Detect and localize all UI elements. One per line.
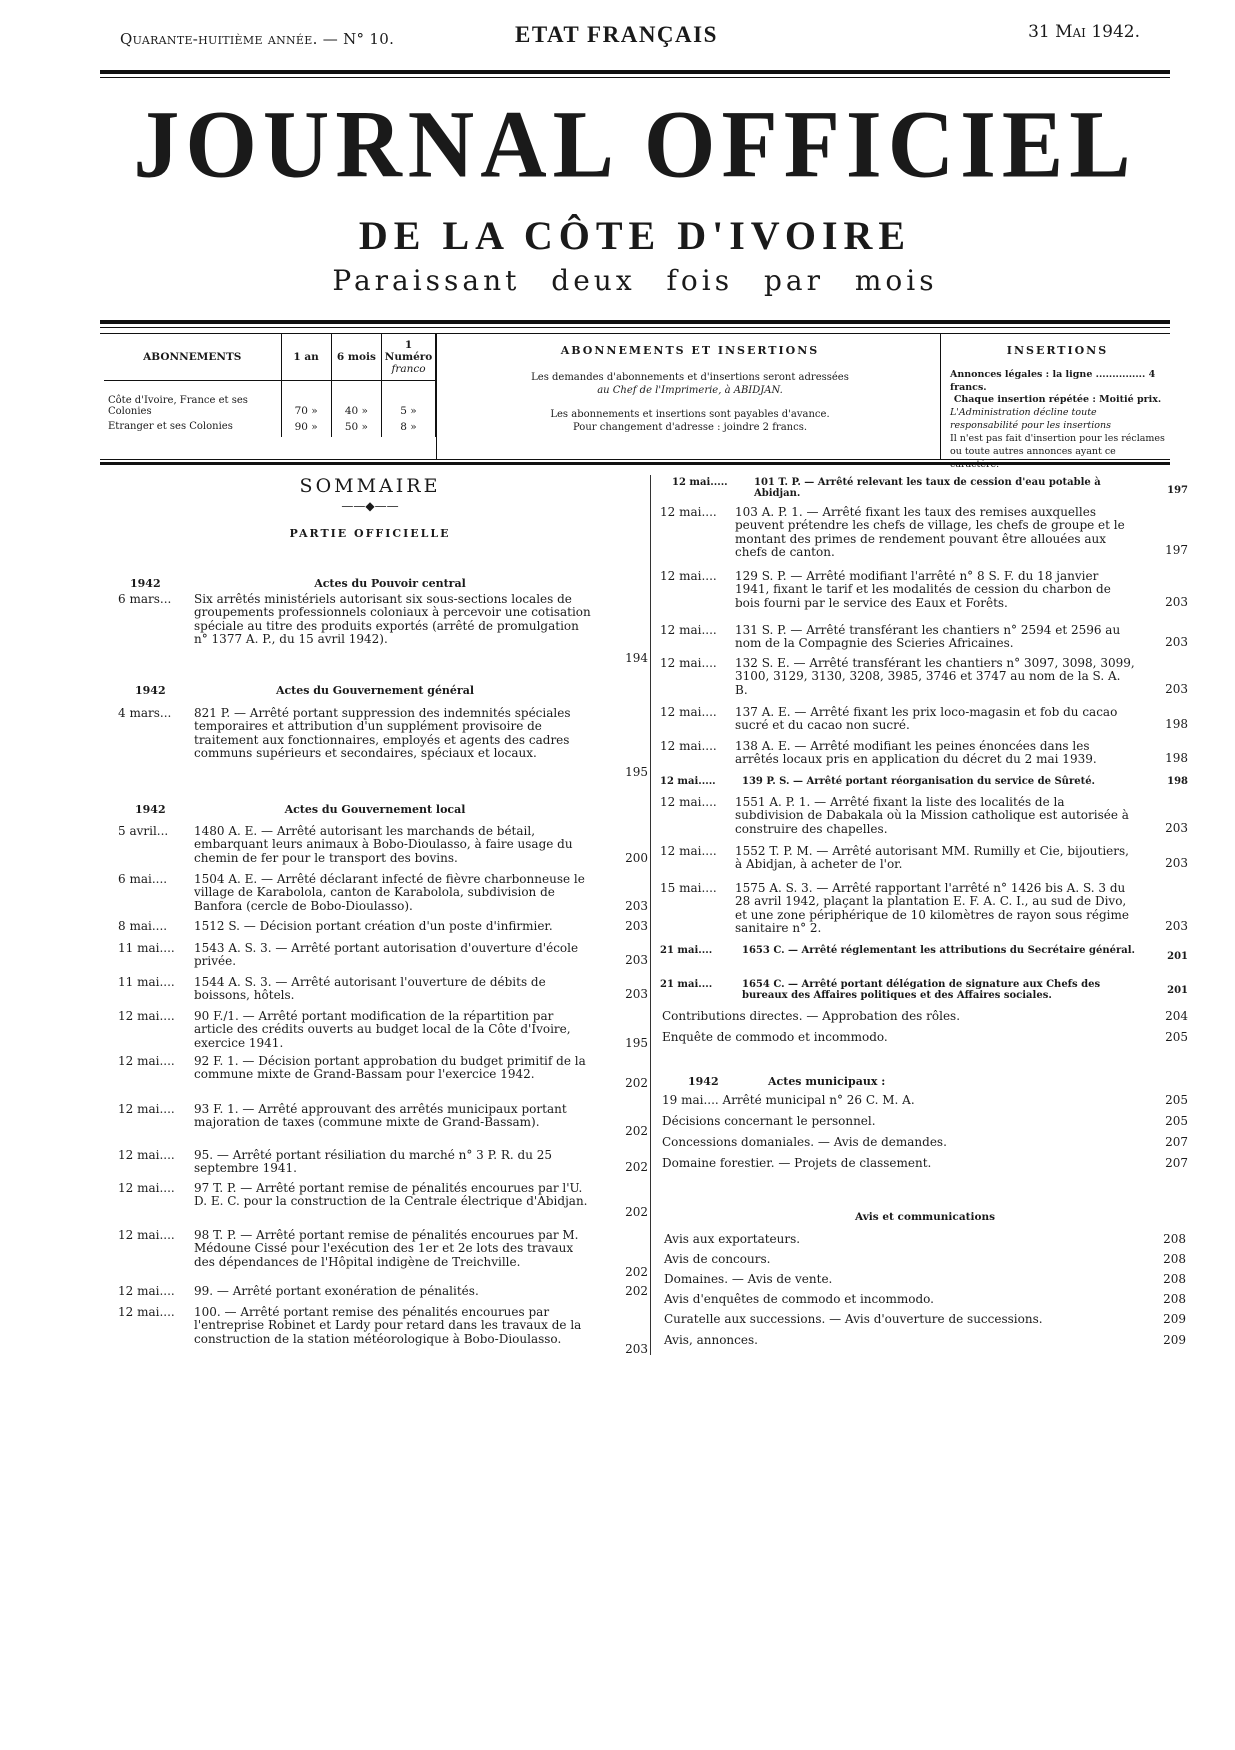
entry-text: Avis, annonces. (664, 1333, 758, 1347)
entry-text: 1575 A. S. 3. — Arrêté rapportant l'arrêté n° 1426 bis A. S. 3 du 28 avril 1942, plaçant la plantation E. F. A. C. I., au sud de Divo, et une zone périphérique de 10 kilomètres de rayon sous régime sanitaire n° 2. (735, 881, 1129, 936)
insertions-line: Chaque insertion répétée : Moitié prix. (953, 394, 1162, 406)
entry-page: 197 (1167, 485, 1188, 496)
partie-officielle: PARTIE OFFICIELLE (289, 527, 451, 540)
entry-date: 6 mai.... (118, 872, 168, 886)
entry-page: 203 (1165, 919, 1188, 933)
entry-text: 98 T. P. — Arrêté portant remise de pénalités encourues par M. Médoune Cissé pour l'exécution des 1er et 2e lots des travaux des dépendances de l'Hôpital indigène de Treichville. (194, 1228, 579, 1269)
box-divider (436, 334, 437, 459)
entry-text: 19 mai.... Arrêté municipal n° 26 C. M. A. (662, 1093, 915, 1107)
sommaire-title: SOMMAIRE (299, 475, 441, 497)
issue-date: 31 Mai 1942. (1028, 22, 1140, 42)
entry-text: 139 P. S. — Arrêté portant réorganisation du service de Sûreté. (742, 776, 1096, 787)
rates-row-1an: 90 » (281, 417, 331, 437)
entry-date: 12 mai.... (660, 569, 717, 583)
entry-page: 202 (625, 1160, 648, 1174)
insertions-line: Il n'est pas fait d'insertion pour les réclames ou toute autres annonces ayant ce (950, 432, 1165, 457)
entry-date: 12 mai.... (118, 1305, 175, 1319)
entry-date: 12 mai.... (118, 1054, 175, 1068)
entry-page: 203 (625, 1342, 648, 1356)
entry-text: Avis d'enquêtes de commodo et incommodo. (664, 1292, 934, 1306)
section-title: Actes municipaux : (768, 1075, 886, 1088)
entry-page: 198 (1165, 751, 1188, 765)
rates-header-numero-label: 1 Numéro (384, 339, 433, 363)
entry-page: 207 (1165, 1135, 1188, 1149)
entry-page: 201 (1167, 985, 1188, 996)
column-divider (650, 475, 651, 1355)
insertions-info (950, 344, 1165, 471)
entry-page: 197 (1165, 543, 1188, 557)
section-title: Actes du Pouvoir central (314, 577, 466, 590)
entry-page: 204 (1165, 1009, 1188, 1023)
journal-subtitle: DE LA CÔTE D'IVOIRE (358, 213, 912, 258)
entry-page: 205 (1165, 1114, 1188, 1128)
entry-text: Enquête de commodo et incommodo. (662, 1030, 888, 1044)
section-year: 1942 (135, 684, 166, 697)
entry-page: 203 (1165, 821, 1188, 835)
rates-row-6mois: 40 » (331, 381, 381, 418)
entry-text: 101 T. P. — Arrêté relevant les taux de cession d'eau potable à Abidjan. (754, 477, 1101, 500)
entry-text: 99. — Arrêté portant exonération de pénalités. (194, 1284, 479, 1298)
entry-date: 5 avril... (118, 824, 169, 838)
entry-date: 4 mars... (118, 706, 172, 720)
entry-text: 821 P. — Arrêté portant suppression des indemnités spéciales temporaires et attribution d'un supplément provisoire de traitement aux fonctionnaires, employés et agents des cadres communs supérieurs et secondaires, spéciaux et locaux. (194, 706, 571, 761)
rates-row-6mois: 50 » (331, 417, 381, 437)
rates-row (104, 417, 436, 437)
subscription-info-line: Les abonnements et insertions sont payables d'avance. (550, 408, 830, 420)
section-year: 1942 (135, 803, 166, 816)
entry-page: 203 (1165, 682, 1188, 696)
rates-row-numero: 5 » (382, 381, 436, 418)
entry-text: 1654 C. — Arrêté portant délégation de signature aux Chefs des bureaux des Affaires politiques et des Affaires sociales. (742, 979, 1101, 1002)
entry-page: 203 (625, 953, 648, 967)
entry-page: 203 (1165, 635, 1188, 649)
entry-text: 92 F. 1. — Décision portant approbation du budget primitif de la commune mixte de Grand-Bassam pour l'exercice 1942. (194, 1054, 586, 1082)
header-rule (100, 70, 1170, 74)
entry-page: 208 (1163, 1232, 1186, 1246)
section-year: 1942 (130, 577, 161, 590)
entry-text: 1653 C. — Arrêté réglementant les attributions du Secrétaire général. (742, 945, 1135, 956)
entry-page: 208 (1163, 1292, 1186, 1306)
entry-text: 1543 A. S. 3. — Arrêté portant autorisation d'ouverture d'école privée. (194, 941, 579, 969)
rates-row-label: Etranger et ses Colonies (104, 417, 281, 437)
avis-heading: Avis et communications (854, 1211, 996, 1223)
subscription-info-heading: ABONNEMENTS ET INSERTIONS (560, 344, 820, 357)
rates-header-numero-sub: franco (391, 363, 426, 375)
entry-text: 138 A. E. — Arrêté modifiant les peines énoncées dans les arrêtés locaux pris en application du décret du 2 mai 1939. (735, 739, 1097, 767)
rates-row-numero: 8 » (382, 417, 436, 437)
entry-page: 202 (625, 1205, 648, 1219)
entry-page: 202 (625, 1076, 648, 1090)
rates-row (104, 381, 436, 418)
entry-page: 203 (1165, 856, 1188, 870)
entry-page: 203 (625, 899, 648, 913)
insertions-heading: INSERTIONS (1006, 344, 1109, 357)
subscription-info (440, 344, 940, 435)
entry-page: 198 (1165, 717, 1188, 731)
entry-date: 6 mars... (118, 592, 172, 606)
entry-text: 1544 A. S. 3. — Arrêté autorisant l'ouverture de débits de boissons, hôtels. (194, 975, 546, 1003)
masthead-rule (100, 320, 1170, 324)
entry-date: 12 mai.... (118, 1148, 175, 1162)
entry-date: 12 mai.... (118, 1181, 175, 1195)
subscription-info-line: Pour changement d'adresse : joindre 2 francs. (572, 422, 808, 434)
entry-date: 11 mai.... (118, 975, 175, 989)
entry-text: 1512 S. — Décision portant création d'un poste d'infirmier. (194, 919, 553, 933)
entry-text: 1551 A. P. 1. — Arrêté fixant la liste des localités de la subdivision de Dabakala où la Mission catholique est autorisée à construire des chapelles. (735, 795, 1129, 836)
entry-page: 202 (625, 1124, 648, 1138)
entry-text: 90 F./1. — Arrêté portant modification de la répartition par article des crédits ouverts au budget local de la Côte d'Ivoire, exercice 1941. (194, 1009, 571, 1050)
entry-text: 100. — Arrêté portant remise des pénalités encourues par l'entreprise Robinet et Lardy pour retard dans les travaux de la construction de la station météorologique à Bobo-Dioulasso. (194, 1305, 582, 1346)
entry-date: 12 mai.... (660, 505, 717, 519)
entry-text: Décisions concernant le personnel. (662, 1114, 876, 1128)
rates-header-6mois: 6 mois (331, 334, 381, 381)
entry-text: 132 S. E. — Arrêté transférant les chantiers n° 3097, 3098, 3099, 3100, 3129, 3130, 3208, 3985, 3746 et 3747 au nom de la S. A. B. (735, 656, 1135, 697)
entry-text: 1480 A. E. — Arrêté autorisant les marchands de bétail, embarquant leurs animaux à Bobo-Dioulasso, à faire usage du chemin de fer pour le transport des bovins. (194, 824, 573, 865)
entry-page: 203 (625, 919, 648, 933)
entry-date: 12 mai.... (660, 656, 717, 670)
entry-text: 131 S. P. — Arrêté transférant les chantiers n° 2594 et 2596 au nom de la Compagnie des Scieries Africaines. (735, 623, 1121, 651)
section-title: Actes du Gouvernement local (284, 803, 466, 816)
entry-page: 198 (1167, 776, 1188, 787)
section-year: 1942 (688, 1075, 719, 1088)
entry-date: 15 mai.... (660, 881, 717, 895)
entry-text: 103 A. P. 1. — Arrêté fixant les taux des remises auxquelles peuvent prétendre les chefs de village, les chefs de groupe et le montant des primes de rendement pouvant être allouées aux chefs de canton. (735, 505, 1125, 560)
entry-date: 12 mai.... (660, 795, 717, 809)
entry-text: Curatelle aux successions. — Avis d'ouverture de successions. (664, 1312, 1043, 1326)
entry-date: 12 mai..... (660, 776, 716, 787)
subscription-box (100, 333, 1170, 460)
box-bottom-rule (100, 462, 1170, 465)
entry-text: Avis de concours. (664, 1252, 771, 1266)
issue-number: Quarante-huitième année. — N° 10. (120, 30, 395, 48)
rates-table (104, 334, 436, 437)
sommaire-ornament: ——◆—— (341, 499, 399, 513)
entry-text: Domaines. — Avis de vente. (664, 1272, 833, 1286)
issue-header (120, 22, 1140, 48)
entry-date: 12 mai.... (660, 844, 717, 858)
entry-page: 209 (1163, 1333, 1186, 1347)
journal-tagline: Paraissant deux fois par mois (332, 264, 938, 297)
insertions-line: L'Administration décline toute responsabilité pour les insertions (950, 407, 1111, 432)
entry-page: 208 (1163, 1252, 1186, 1266)
entry-date: 11 mai.... (118, 941, 175, 955)
entry-date: 21 mai.... (660, 979, 713, 990)
entry-text: 1504 A. E. — Arrêté déclarant infecté de fièvre charbonneuse le village de Karabolola, canton de Karabolola, subdivision de Banfora (cercle de Bobo-Dioulasso). (194, 872, 585, 913)
entry-text: Contributions directes. — Approbation des rôles. (662, 1009, 961, 1023)
entry-date: 12 mai.... (660, 623, 717, 637)
entry-page: 194 (625, 651, 648, 665)
entry-text: Concessions domaniales. — Avis de demandes. (662, 1135, 947, 1149)
entry-date: 12 mai.... (118, 1009, 175, 1023)
entry-date: 12 mai.... (118, 1228, 175, 1242)
entry-text: 93 F. 1. — Arrêté approuvant des arrêtés municipaux portant majoration de taxes (commune mixte de Grand-Bassam). (194, 1102, 567, 1130)
entry-date: 12 mai..... (672, 477, 728, 488)
entry-text: Avis aux exportateurs. (664, 1232, 801, 1246)
entry-text: 129 S. P. — Arrêté modifiant l'arrêté n° 8 S. F. du 18 janvier 1941, fixant le tarif et les modalités de cession du charbon de bois fourni par le service des Eaux et Forêts. (735, 569, 1111, 610)
rates-row-label: Côte d'Ivoire, France et ses Colonies (104, 381, 281, 418)
entry-page: 200 (625, 851, 648, 865)
entry-page: 195 (625, 1036, 648, 1050)
entry-text: 137 A. E. — Arrêté fixant les prix loco-magasin et fob du cacao sucré et du cacao non sucré. (735, 705, 1118, 733)
entry-page: 208 (1163, 1272, 1186, 1286)
entry-text: 1552 T. P. M. — Arrêté autorisant MM. Rumilly et Cie, bijoutiers, à Abidjan, à acheter de l'or. (735, 844, 1129, 872)
entry-date: 12 mai.... (118, 1284, 175, 1298)
entry-date: 12 mai.... (660, 739, 717, 753)
entry-page: 203 (1165, 595, 1188, 609)
entry-page: 202 (625, 1265, 648, 1279)
entry-text: 95. — Arrêté portant résiliation du marché n° 3 P. R. du 25 septembre 1941. (194, 1148, 553, 1176)
entry-text: Six arrêtés ministériels autorisant six sous-sections locales de groupements professionnels coloniaux à percevoir une cotisation spéciale au titre des produits exportés (arrêté de promulgation n° 1377 A. P., du 15 avril 1942). (194, 592, 591, 647)
rates-header-1an: 1 an (281, 334, 331, 381)
state-name: ETAT FRANÇAIS (515, 22, 718, 47)
entry-date: 21 mai.... (660, 945, 713, 956)
rates-row-1an: 70 » (281, 381, 331, 418)
journal-title: JOURNAL OFFICIEL (133, 90, 1137, 198)
entry-text: 97 T. P. — Arrêté portant remise de pénalités encourues par l'U. D. E. C. pour la construction de la Centrale électrique d'Abidjan. (194, 1181, 588, 1209)
masthead-rule-thin (100, 327, 1170, 328)
entry-page: 203 (625, 987, 648, 1001)
box-divider (940, 334, 941, 459)
entry-page: 201 (1167, 951, 1188, 962)
entry-page: 205 (1165, 1030, 1188, 1044)
entry-page: 202 (625, 1284, 648, 1298)
entry-page: 209 (1163, 1312, 1186, 1326)
entry-date: 12 mai.... (118, 1102, 175, 1116)
insertions-line: Annonces légales : la ligne ............... 4 francs. (950, 368, 1156, 393)
entry-date: 12 mai.... (660, 705, 717, 719)
header-rule-thin (100, 77, 1170, 78)
rates-header-label: ABONNEMENTS (104, 334, 281, 381)
entry-date: 8 mai.... (118, 919, 168, 933)
entry-text: Domaine forestier. — Projets de classement. (662, 1156, 932, 1170)
subscription-info-line: au Chef de l'Imprimerie, à ABIDJAN. (597, 385, 783, 397)
rates-header-numero (382, 334, 436, 381)
subscription-info-line: Les demandes d'abonnements et d'insertions seront adressées (531, 371, 849, 383)
section-title: Actes du Gouvernement général (275, 684, 475, 697)
entry-page: 205 (1165, 1093, 1188, 1107)
entry-page: 195 (625, 765, 648, 779)
entry-page: 207 (1165, 1156, 1188, 1170)
